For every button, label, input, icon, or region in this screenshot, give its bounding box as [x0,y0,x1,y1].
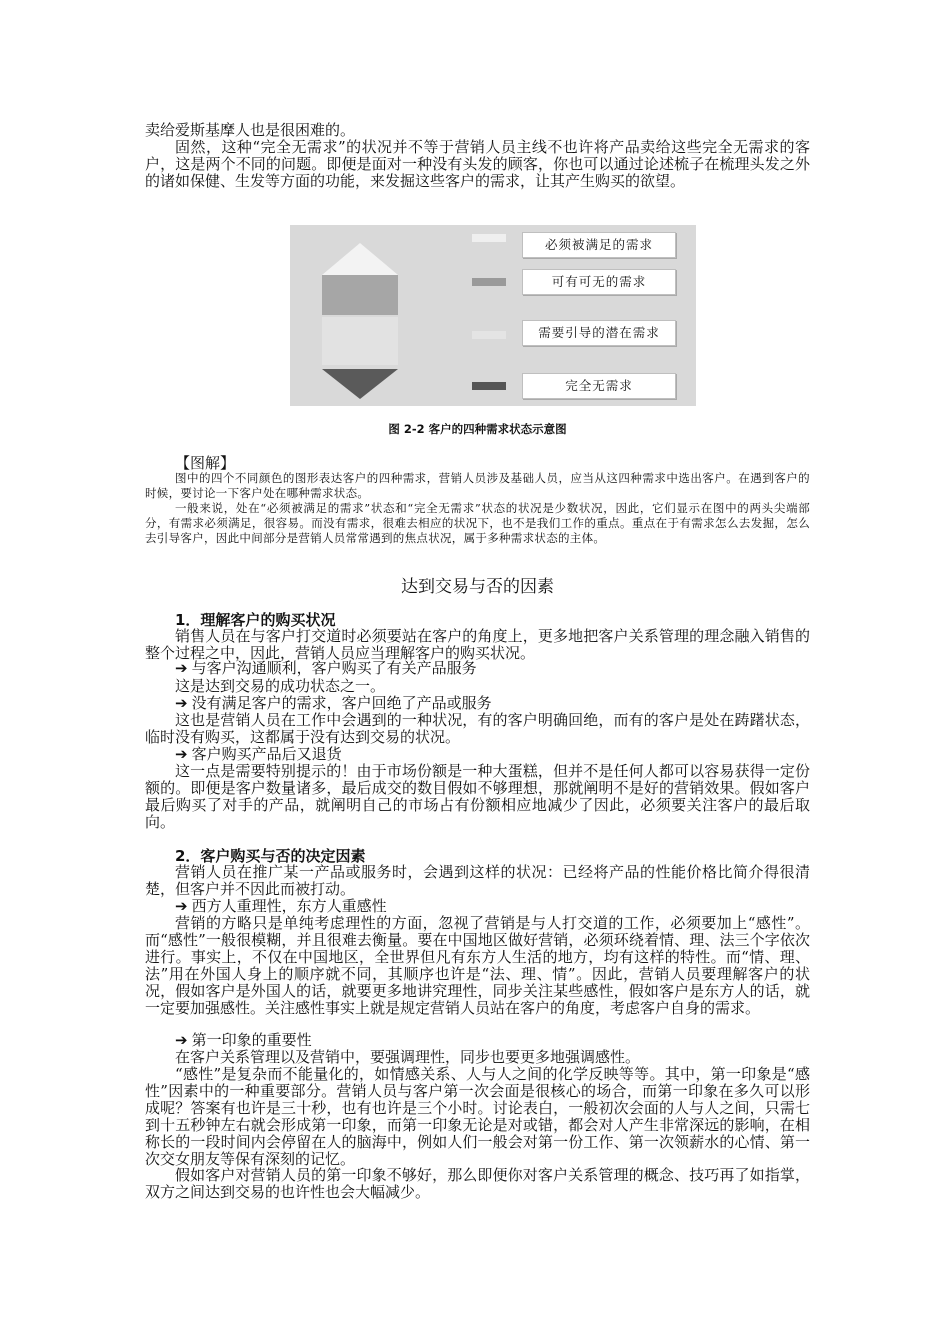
bullet-text: 与客户沟通顺利，客户购买了有关产品服务 [191,659,477,677]
bullet-text: 客户购买产品后又退货 [191,745,342,763]
legend-label: 需要引导的潜在需求 [522,320,676,346]
legend-swatch [472,382,506,390]
bullet-text: 第一印象的重要性 [191,1031,312,1049]
bullet-item [175,660,477,677]
paragraph: 假如客户对营销人员的第一印象不够好，那么即便你对客户关系管理的概念、技巧再了如指掌，双方之间达到交易的也许性也会大幅减少。 [145,1166,810,1201]
bullet-item [175,695,492,712]
bullet-text: 西方人重理性，东方人重感性 [191,897,387,915]
arrow-icon: ➔ [175,897,188,915]
illustration-text: 图中的四个不同颜色的图形表达客户的四种需求，营销人员涉及基础人员，应当从这四种需求中选出客户。在遇到客户的时候，要讨论一下客户处在哪种需求状态。 [145,471,810,500]
bullet-item [175,746,342,763]
paragraph: 在客户关系管理以及营销中，要强调理性，同步也要更多地强调感性。 [175,1048,641,1066]
subsection-heading: 1．理解客户的购买状况 [175,611,336,629]
bullet-item [175,1032,312,1049]
legend-label: 完全无需求 [522,373,676,399]
paragraph: 营销的方略只是单纯考虑理性的方面，忽视了营销是与人打交道的工作，必须要加上“感性”。而“感性”一般很模糊，并且很难去衡量。要在中国地区做好营销，必须环绕着情、理、法三个字依次进行。事实上，不仅在中国地区，全世界但凡有东方人生活的地方，均有这样的特性。而“情、理、法”用在外国人身上的顺序就不同，其顺序也许是“法、理、情”。因此，营销人员要理解客户的状况，假如客户是外国人的话，就要更多地讲究理性，同步关注某些感性，假如客户是东方人的话，就一定要加强感性。关注感性事实上就是规定营销人员站在客户的角度，考虑客户自身的需求。 [145,914,810,1017]
bottom-triangle-shape [322,369,398,399]
upper-block-shape [322,275,398,315]
legend-label: 必须被满足的需求 [522,232,676,258]
paragraph: “感性”是复杂而不能量化的，如情感关系、人与人之间的化学反映等等。其中，第一印象是“感性”因素中的一种重要部分。营销人员与客户第一次会面是很核心的场合，而第一印象在多久可以形成呢？答案有也许是三十秒，也有也许是三个小时。讨论表白，一般初次会面的人与人之间，只需七到十五秒钟左右就会形成第一印象，而第一印象无论是对或错，都会对人产生非常深远的影响，在相称长的一段时间内会停留在人的脑海中，例如人们一般会对第一份工作、第一次领薪水的心情、第一次交女朋友等保有深刻的记忆。 [145,1065,810,1168]
paragraph: 这一点是需要特别提示的！由于市场份额是一种大蛋糕，但并不是任何人都可以容易获得一定份额的。即便是客户数量诸多，最后成交的数目假如不够理想，那就阐明不是好的营销效果。假如客户最后购买了对手的产品，就阐明自己的市场占有份额相应地减少了因此，必须要关注客户的最后取向。 [145,762,810,831]
bullet-item [175,898,387,915]
arrow-icon: ➔ [175,1031,188,1049]
top-triangle-shape [322,243,398,275]
illustration-text: 一般来说，处在“必须被满足的需求”状态和“完全无需求”状态的状况是少数状况，因此，它们显示在图中的两头尖端部分，有需求必须满足，很容易。而没有需求，很难去相应的状况下，也不是我们工作的重点。重点在于有需求怎么去发掘，怎么去引导客户，因此中间部分是营销人员常常遇到的焦点状况，属于多种需求状态的主体。 [145,501,810,545]
arrow-icon: ➔ [175,659,188,677]
middle-block-shape [322,317,398,365]
demand-states-figure [290,225,696,406]
legend-label: 可有可无的需求 [522,269,676,295]
section-title: 达到交易与否的因素 [401,577,554,597]
legend-swatch [472,278,506,286]
illustration-heading: 【图解】 [175,454,236,472]
legend-swatch [472,331,506,339]
arrow-icon: ➔ [175,694,188,712]
paragraph: 营销人员在推广某一产品或服务时，会遇到这样的状况：已经将产品的性能价格比简介得很清楚，但客户并不因此而被打动。 [145,863,810,898]
legend-swatch [472,234,506,242]
arrow-icon: ➔ [175,745,188,763]
bullet-text: 没有满足客户的需求，客户回绝了产品或服务 [191,694,492,712]
paragraph: 这也是营销人员在工作中会遇到的一种状况，有的客户明确回绝，而有的客户是处在踌躇状态，临时没有购买，这都属于没有达到交易的状况。 [145,711,810,746]
figure-caption: 图 2-2 客户的四种需求状态示意图 [388,422,567,436]
paragraph: 固然，这种“完全无需求”的状况并不等于营销人员主线不也许将产品卖给这些完全无需求的客户，这是两个不同的问题。即便是面对一种没有头发的顾客，你也可以通过论述梳子在梳理头发之外的诸如保健、生发等方面的功能，来发掘这些客户的需求，让其产生购买的欲望。 [145,138,810,190]
paragraph: 销售人员在与客户打交道时必须要站在客户的角度上，更多地把客户关系管理的理念融入销售的整个过程之中，因此，营销人员应当理解客户的购买状况。 [145,627,810,662]
paragraph: 这是达到交易的成功状态之一。 [175,677,386,695]
paragraph: 卖给爱斯基摩人也是很困难的。 [145,121,356,139]
subsection-heading: 2．客户购买与否的决定因素 [175,847,366,865]
